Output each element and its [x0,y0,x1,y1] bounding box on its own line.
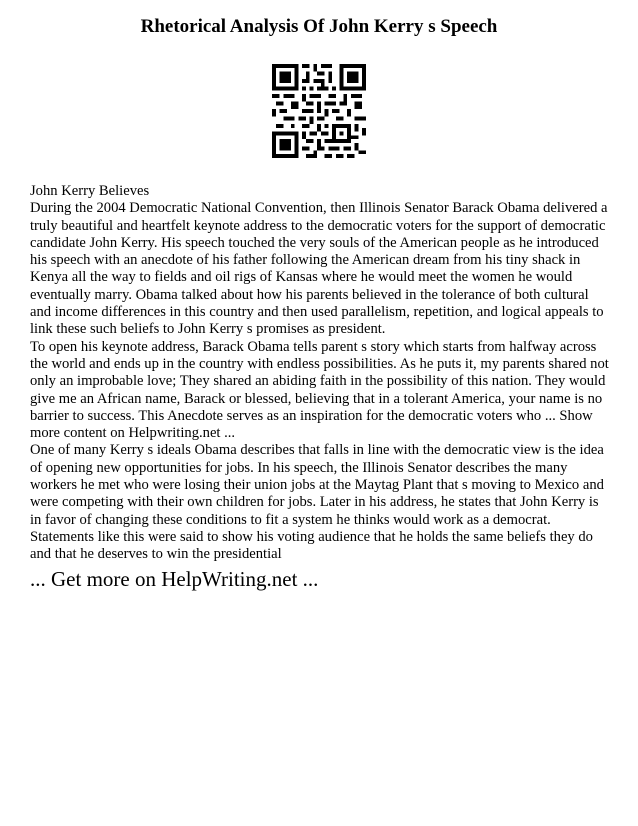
article-body [30,183,612,564]
page-title: Rhetorical Analysis Of John Kerry s Speech [140,16,498,37]
article-paragraph: To open his keynote address, Barack Obama tells parent s story which starts from halfway across the world and ends up in the country with endless possibilities. As he puts it, my parents shared not only an improbable love; They shared an abiding faith in the possibility of this nation. They would give me an African name, Barack or blessed, believing that in a tolerant America, your name is no barrier to success. This Anecdote serves as an inspiration for the democratic voters who ... Show more content on Helpwriting.net ... [30,338,609,442]
article-paragraph: One of many Kerry s ideals Obama describes that falls in line with the democratic view is the idea of opening new opportunities for jobs. In his speech, the Illinois Senator describes the many workers he met who were losing their union jobs at the Maytag Plant that s moving to Mexico and were competing with their own children for jobs. Later in his address, he states that John Kerry is in favor of changing these conditions to fit a system he thinks would work as a democrat. Statements like this were said to show his voting audience that he holds the same beliefs they do and that he deserves to win the presidential [30,442,604,563]
article-paragraph: During the 2004 Democratic National Convention, then Illinois Senator Barack Obama delivered a truly beautiful and heartfelt keynote address to the democratic voters for the support of democratic candidate John Kerry. His speech touched the very souls of the American people as he introduced his speech with an anecdote of his father following the American dream from his tiny shack in Kenya all the way to fields and oil rigs of Kansas where he would meet the women he would eventually marry. Obama talked about how his parents believed in the tolerance of both cultural and income differences in this country and then used parallelism, repetition, and logical appeals to link these such beliefs to John Kerry s promises as president. [30,200,608,338]
qr-code-icon[interactable] [272,64,366,158]
article-heading: John Kerry Believes [30,183,150,199]
get-more-link[interactable]: ... Get more on HelpWriting.net ... [30,567,319,591]
